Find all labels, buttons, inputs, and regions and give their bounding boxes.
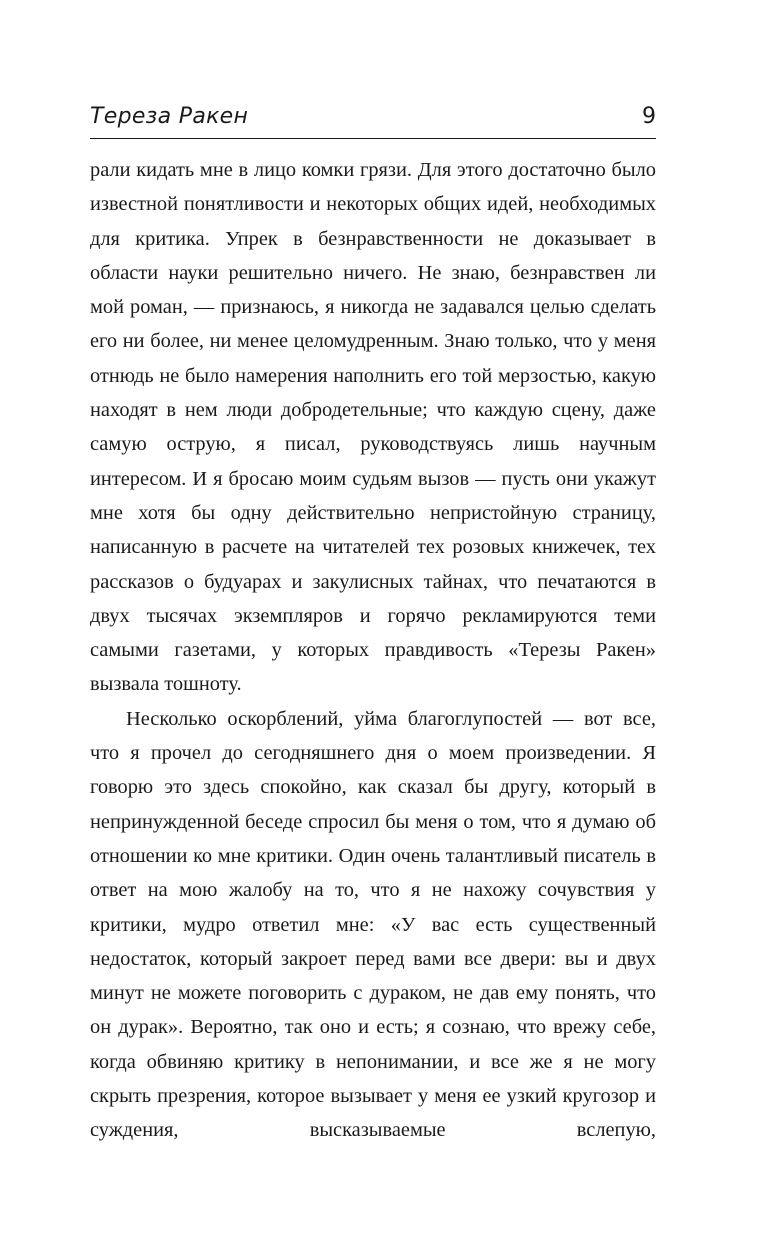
paragraph: Несколько оскорблений, уйма благоглупостей — вот все, что я прочел до сегодняшнего дня о моем произведении. Я говорю это здесь спокойно, как сказал бы другу, который в непринужденной беседе спросил бы меня о том, что я думаю об отношении ко мне критики. Один очень талантливый писатель в ответ на мою жалобу на то, что я не нахожу сочувствия у критики, мудро ответил мне: «У вас есть существенный недостаток, который закроет перед вами все двери: вы и двух минут не можете поговорить с дураком, не дав ему понять, что он дурак». Вероятно, так оно и есть; я сознаю, что врежу себе, когда обвиняю критику в непонимании, и все же я не могу скрыть презрения, которое вызывает у меня ее узкий кругозор и суждения, высказываемые вслепую, [90, 707, 656, 1142]
running-title: Тереза Ракен [90, 104, 249, 129]
header-rule [90, 138, 656, 139]
body-text [90, 153, 656, 1148]
running-head [90, 100, 656, 134]
page-number: 9 [642, 104, 656, 129]
paragraph-continued: рали кидать мне в лицо комки грязи. Для этого достаточно было известной понятливости и некоторых общих идей, необходимых для критика. Упрек в безнравственности не доказывает в области науки решительно ничего. Не знаю, безнравствен ли мой роман, — признаюсь, я никогда не задавался целью сделать его ни более, ни менее целомудренным. Знаю только, что у меня отнюдь не было намерения наполнить его той мерзостью, какую находят в нем люди добродетельные; что каждую сцену, даже самую острую, я писал, руководствуясь лишь научным интересом. И я бросаю моим судьям вызов — пусть они укажут мне хотя бы одну действительно непристойную страницу, написанную в расчете на читателей тех розовых книжечек, тех рассказов о будуарах и закулисных тайнах, что печатаются в двух тысячах экземпляров и горячо рекламируются теми самыми газетами, у которых правдивость «Терезы Ракен» вызвала тошноту. [90, 159, 656, 696]
